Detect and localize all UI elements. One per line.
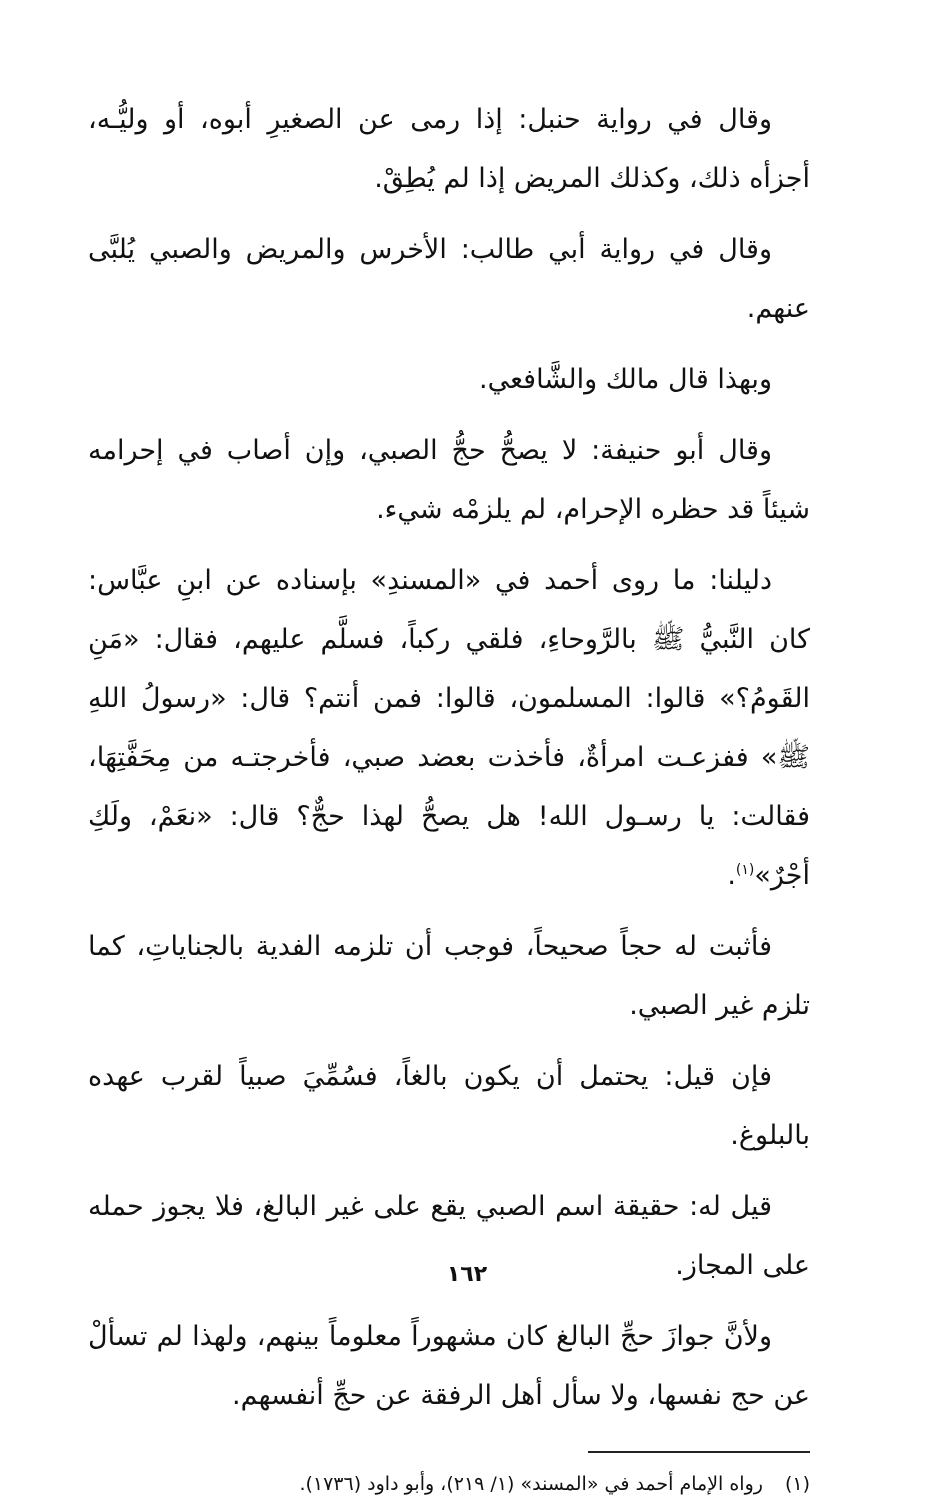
footnote-marker: (١) xyxy=(784,1473,810,1495)
footnote-divider xyxy=(588,1451,810,1453)
footnote xyxy=(88,1467,810,1501)
paragraph-4: وقال أبو حنيفة: لا يصحُّ حجُّ الصبي، وإن أصاب في إحرامه شيئاً قد حظره الإحرام، لم يلزمْه شيء. xyxy=(88,435,810,525)
paragraph-6: فأثبت له حجاً صحيحاً، فوجب أن تلزمه الفدية بالجناياتِ، كما تلزم غير الصبي. xyxy=(88,931,810,1021)
footnote-reference: (١) xyxy=(735,862,755,878)
page-number: ١٦٢ xyxy=(446,1262,488,1287)
paragraph-3: وبهذا قال مالك والشَّافعي. xyxy=(479,364,772,395)
paragraph-9: ولأنَّ جوازَ حجِّ البالغ كان مشهوراً معلوماً بينهم، ولهذا لم تسألْ عن حج نفسها، ولا سأل أهل الرفقة عن حجِّ أنفسهم. xyxy=(88,1321,810,1411)
page-body xyxy=(88,90,810,1501)
paragraph-5: دليلنا: ما روى أحمد في «المسندِ» بإسناده عن ابنِ عبَّاس: كان النَّبيُّ ﷺ بالرَّوحاءِ، فلقي ركباً، فسلَّم عليهم، فقال: «مَنِ القَومُ؟» قالوا: المسلمون، قالوا: فمن أنتم؟ قال: «رسولُ اللهِ ﷺ» ففزعـت امرأةٌ، فأخذت بعضد صبي، فأخرجتـه من مِحَفَّتِهَا، فقالت: يا رسـول الله! هل يصحُّ لهذا حجٌّ؟ قال: «نعَمْ، ولَكِ أجْرٌ»$^{(١)}$. xyxy=(88,565,810,891)
paragraph-8: قيل له: حقيقة اسم الصبي يقع على غير البالغ، فلا يجوز حمله على المجاز. xyxy=(88,1191,810,1281)
paragraph-5-text: دليلنا: ما روى أحمد في «المسندِ» بإسناده عن ابنِ عبَّاس: كان النَّبيُّ ﷺ بالرَّوحاءِ، فلقي ركباً، فسلَّم عليهم، فقال: «مَنِ القَومُ؟» قالوا: المسلمون، قالوا: فمن أنتم؟ قال: «رسولُ اللهِ ﷺ» ففزعـت امرأةٌ، فأخذت بعضد صبي، فأخرجتـه من مِحَفَّتِهَا، فقالت: يا رسـول الله! هل يصحُّ لهذا حجٌّ؟ قال: «نعَمْ، ولَكِ أجْرٌ» xyxy=(88,565,810,891)
paragraph-1: وقال في رواية حنبل: إذا رمى عن الصغيرِ أبوه، أو وليُّـه، أجزأه ذلك، وكذلك المريض إذا لم يُطِقْ. xyxy=(88,104,810,194)
paragraph-7: فإن قيل: يحتمل أن يكون بالغاً، فسُمِّيَ صبياً لقرب عهده بالبلوغ. xyxy=(88,1061,810,1151)
paragraph-2: وقال في رواية أبي طالب: الأخرس والمريض والصبي يُلبَّى عنهم. xyxy=(88,234,810,324)
footnote-text: رواه الإمام أحمد في «المسند» (١/ ٢١٩)، وأبو داود (١٧٣٦). xyxy=(299,1473,763,1495)
